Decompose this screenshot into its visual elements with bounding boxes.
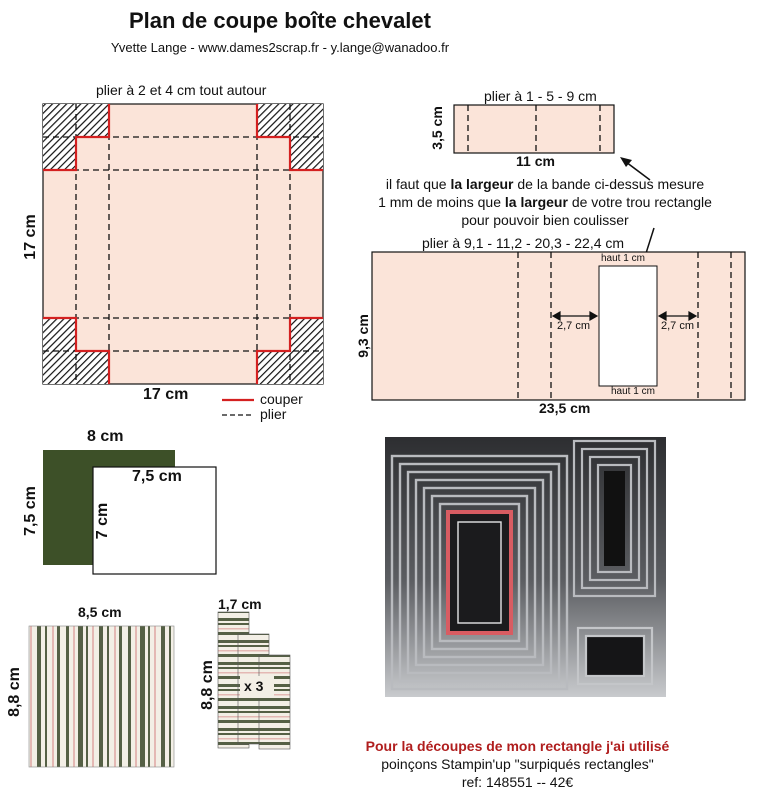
panel-width-label: 23,5 cm [539, 400, 591, 416]
instruction-note [350, 175, 740, 229]
mat-white-height-label: 7 cm [94, 502, 111, 540]
multiplier-label: x 3 [244, 678, 264, 694]
paper-strip-width-label: 1,7 cm [218, 596, 262, 612]
tall-die-center [604, 471, 625, 566]
legend-cut-label: couper [260, 391, 303, 407]
tab-tr [257, 137, 290, 170]
mat-dark-width-label: 8 cm [87, 428, 124, 445]
tool-note-line-1: Pour la découpes de mon rectangle j'ai utilisé [365, 738, 670, 754]
panel-hole [599, 266, 657, 386]
strip-paper [454, 105, 614, 153]
strip-width-label: 11 cm [516, 153, 555, 169]
box-width-label: 17 cm [143, 386, 189, 403]
mat-white-width-label: 7,5 cm [132, 468, 182, 485]
hole-bottom-label: haut 1 cm [611, 386, 655, 397]
page-subtitle: Yvette Lange - www.dames2scrap.fr - y.lange@wanadoo.fr [110, 40, 450, 55]
legend-fold-label: plier [260, 406, 287, 422]
panel-height-label: 9,3 cm [355, 314, 371, 358]
panel-fold-note: plier à 9,1 - 11,2 - 20,3 - 22,4 cm [422, 235, 625, 251]
gap-left-label: 2,7 cm [557, 320, 591, 332]
tab-tl [76, 137, 109, 170]
paper-strip-height-label: 8,8 cm [199, 660, 216, 710]
strip-height-label: 3,5 cm [429, 106, 445, 150]
strip-fold-note: plier à 1 - 5 - 9 cm [484, 88, 597, 104]
gap-right-label: 2,7 cm [661, 320, 695, 332]
tool-note [345, 737, 690, 791]
instruction-line-2: 1 mm de moins que la largeur de votre trou rectangle [378, 194, 712, 210]
mat-dark-height-label: 7,5 cm [22, 486, 39, 536]
die-small [578, 628, 652, 684]
instruction-line-1: il faut que la largeur de la bande ci-dessus mesure [385, 176, 705, 192]
strip-plan [454, 105, 614, 153]
striped-strip-3 [259, 655, 290, 749]
paper-large-width-label: 8,5 cm [78, 604, 122, 620]
tool-note-line-3: ref: 148551 -- 42€ [461, 774, 574, 790]
paper-large-height-label: 8,8 cm [6, 667, 23, 717]
box-fold-note: plier à 2 et 4 cm tout autour [96, 82, 267, 98]
page-title: Plan de coupe boîte chevalet [129, 8, 431, 33]
tab-bl [76, 318, 109, 351]
tab-br [257, 318, 290, 351]
box-plan [43, 104, 323, 384]
die-photo [385, 437, 666, 697]
hole-top-label: haut 1 cm [601, 253, 645, 264]
instruction-line-3: pour pouvoir bien coulisser [461, 212, 629, 228]
tool-note-line-2: poinçons Stampin'up "surpiqués rectangles" [381, 756, 654, 772]
striped-paper-large [29, 626, 174, 767]
box-height-label: 17 cm [22, 214, 39, 260]
